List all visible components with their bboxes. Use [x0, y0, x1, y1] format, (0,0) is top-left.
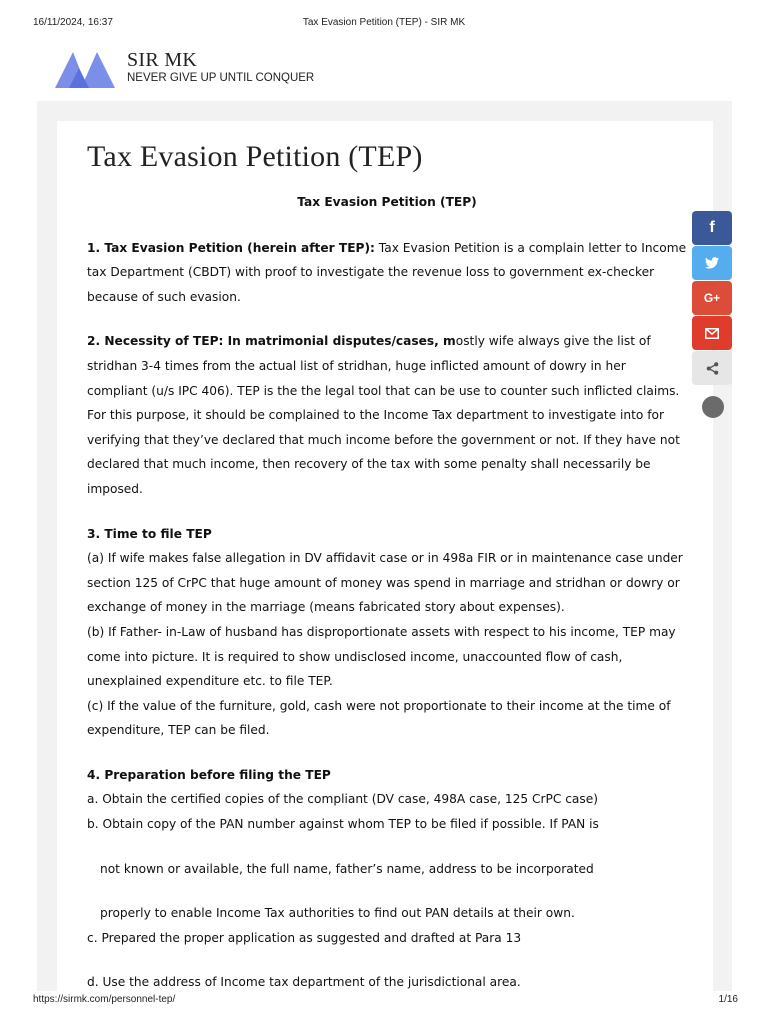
site-name[interactable]: SIR MK	[127, 49, 198, 71]
section-2-heading: 2. Necessity of TEP: In matrimonial disputes/cases, m	[87, 334, 456, 349]
site-header	[37, 40, 731, 100]
section-4-b: b. Obtain copy of the PAN number against whom TEP to be filed if possible. If PAN is	[87, 817, 599, 832]
print-url: https://sirmk.com/personnel-tep/	[33, 994, 176, 1005]
share-toggle-button[interactable]	[702, 396, 724, 418]
section-1-body: Tax Evasion Petition is a complain letter to Income tax Department (CBDT) with proof to investigate the revenue loss to government ex-checker because of such evasion.	[87, 240, 687, 304]
twitter-icon	[705, 257, 719, 269]
section-1	[87, 236, 687, 310]
google-plus-share-button[interactable]	[692, 281, 732, 315]
facebook-share-button[interactable]	[692, 211, 732, 245]
section-4-c: c. Prepared the proper application as suggested and drafted at Para 13	[87, 930, 522, 945]
print-header	[0, 17, 768, 31]
print-page-number: 1/16	[718, 994, 738, 1005]
section-4-b-cont-1: not known or available, the full name, father’s name, address to be incorporated	[100, 861, 594, 876]
print-footer	[0, 994, 768, 1008]
section-3-heading: 3. Time to file TEP	[87, 526, 212, 541]
google-plus-icon: G+	[703, 291, 721, 305]
section-2	[87, 329, 687, 501]
twitter-share-button[interactable]	[692, 246, 732, 280]
envelope-icon	[705, 328, 719, 339]
site-tagline: NEVER GIVE UP UNTIL CONQUER	[127, 72, 315, 84]
facebook-icon: f	[709, 219, 715, 236]
section-4-heading: 4. Preparation before filing the TEP	[87, 767, 331, 782]
section-3-b: (b) If Father- in-Law of husband has disproportionate assets with respect to his income, TEP may come into picture. It is required to show undisclosed income, unaccounted flow of cash, unexplained expenditure etc. to file TEP.	[87, 624, 676, 689]
more-share-button[interactable]	[692, 351, 732, 385]
article-body	[87, 190, 687, 995]
print-timestamp: 16/11/2024, 16:37	[33, 17, 113, 28]
article-subtitle: Tax Evasion Petition (TEP)	[297, 195, 477, 209]
print-page-title: Tax Evasion Petition (TEP) - SIR MK	[302, 17, 466, 28]
section-3-c: (c) If the value of the furniture, gold, cash were not proportionate to their income at the time of expenditure, TEP can be filed.	[87, 698, 671, 738]
section-2-body: ostly wife always give the list of stridhan 3-4 times from the actual list of stridhan, huge inflicted amount of dowry in her compliant (u/s IPC 406). TEP is the the legal tool that can be use to counter such inflicted claims. For this purpose, it should be complained to the Income Tax department to investigate into for verifying that they’ve declared that much income before the government or not. If they have not declared that much income, then recovery of the tax with some penalty shall necessarily be imposed.	[87, 334, 680, 496]
section-3-a: (a) If wife makes false allegation in DV affidavit case or in 498a FIR or in maintenance case under section 125 of CrPC that huge amount of money was spend in marriage and stridhan or dowry or exchange of money in the marriage (means fabricated story about expenses).	[87, 551, 683, 615]
post-title: Tax Evasion Petition (TEP)	[87, 140, 423, 173]
share-icon	[706, 362, 719, 375]
email-share-button[interactable]	[692, 316, 732, 350]
section-4-b-cont-2: properly to enable Income Tax authorities to find out PAN details at their own.	[100, 906, 575, 921]
section-1-heading: 1. Tax Evasion Petition (herein after TEP):	[87, 240, 375, 255]
site-logo[interactable]	[55, 48, 115, 88]
section-4-a: a. Obtain the certified copies of the compliant (DV case, 498A case, 125 CrPC case)	[87, 792, 598, 807]
section-4-d: d. Use the address of Income tax department of the jurisdictional area.	[87, 975, 521, 990]
